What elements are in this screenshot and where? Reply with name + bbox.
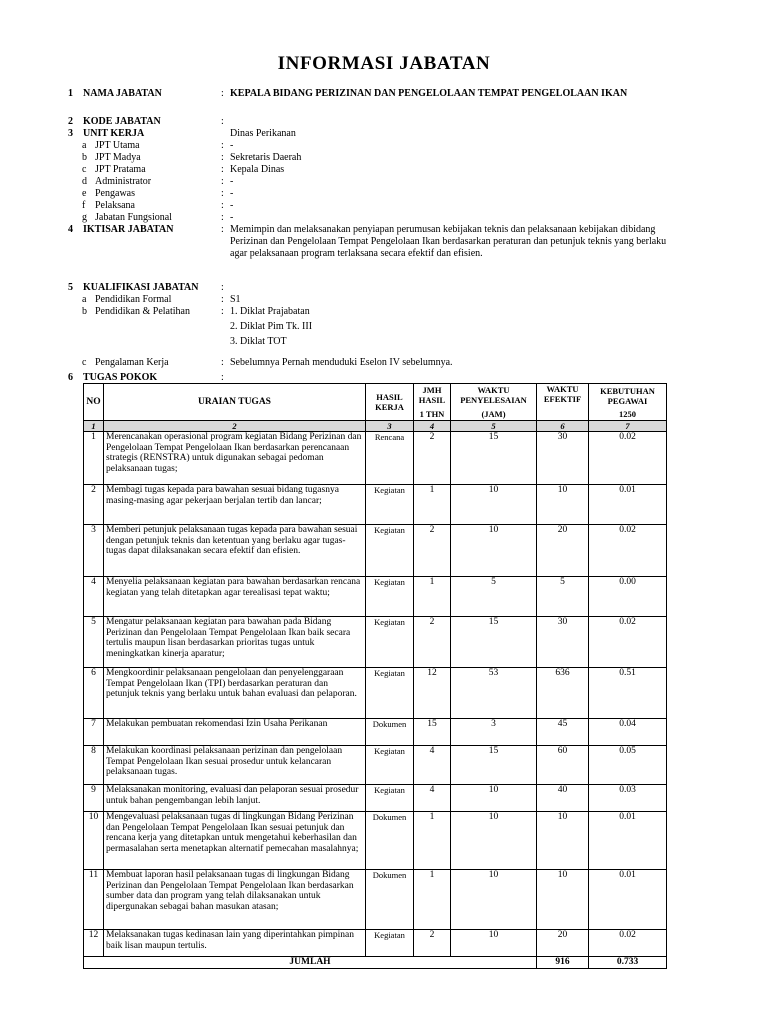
unit-kerja-sub-row <box>68 152 688 164</box>
cell-waktu-efektif: 636 <box>537 668 589 719</box>
cell-jmh-hasil: 12 <box>414 668 451 719</box>
cell-no: 8 <box>84 746 104 785</box>
table-row <box>84 577 667 617</box>
colon: : <box>221 357 224 368</box>
pengalaman-value: Sebelumnya Pernah menduduki Eselon IV sebelumnya. <box>230 357 453 368</box>
colon: : <box>221 116 224 127</box>
cell-waktu-efektif: 45 <box>537 719 589 746</box>
header-jmh-label: JMH HASIL <box>418 385 446 405</box>
column-index: 1 <box>84 421 104 432</box>
header-no: NO <box>84 384 104 421</box>
header-waktu-sub: (JAM) <box>481 409 506 419</box>
cell-jmh-hasil: 1 <box>414 870 451 930</box>
header-kebutuhan-sub: 1250 <box>619 408 636 419</box>
unit-kerja-sub-row <box>68 140 688 152</box>
cell-uraian: Mengatur pelaksanaan kegiatan para bawahan pada Bidang Perizinan dan Pengelolaan Tempat Pengelolaan Ikan baik secara tertulis maupun lisan berdasarkan prioritas tugas untuk meningkatkan kinerja aparatur; <box>104 617 366 668</box>
sub-letter: b <box>82 152 87 163</box>
cell-waktu-penyelesaian: 15 <box>451 746 537 785</box>
cell-waktu-penyelesaian: 5 <box>451 577 537 617</box>
header-waktu-label: WAKTU PENYELESAIAN <box>460 385 527 405</box>
colon: : <box>221 282 224 293</box>
pendidikan-formal-label: Pendidikan Formal <box>95 294 172 305</box>
colon: : <box>221 372 224 383</box>
table-row <box>84 432 667 485</box>
cell-kebutuhan-pegawai: 0.01 <box>589 812 667 870</box>
sub-letter: g <box>82 212 87 223</box>
tugas-table-body <box>84 432 667 957</box>
cell-hasil-kerja: Kegiatan <box>366 617 414 668</box>
cell-waktu-penyelesaian: 10 <box>451 785 537 812</box>
item-number: 2 <box>68 116 73 127</box>
cell-no: 9 <box>84 785 104 812</box>
cell-hasil-kerja: Dokumen <box>366 719 414 746</box>
cell-jmh-hasil: 2 <box>414 432 451 485</box>
cell-jmh-hasil: 2 <box>414 930 451 957</box>
cell-uraian: Melakukan koordinasi pelaksanaan perizinan dan pengelolaan Tempat Pengelolaan Ikan sesuai prosedur untuk kelancaran pelaksanaan tugas. <box>104 746 366 785</box>
cell-jmh-hasil: 1 <box>414 812 451 870</box>
pelatihan-list <box>230 306 688 348</box>
colon: : <box>221 306 224 317</box>
cell-no: 1 <box>84 432 104 485</box>
item-number: 3 <box>68 128 73 139</box>
pendidikan-formal-value: S1 <box>230 294 241 305</box>
cell-hasil-kerja: Kegiatan <box>366 577 414 617</box>
cell-kebutuhan-pegawai: 0.01 <box>589 870 667 930</box>
kode-jabatan-label: KODE JABATAN <box>83 116 161 127</box>
cell-no: 4 <box>84 577 104 617</box>
sub-letter: c <box>82 357 87 368</box>
sub-letter: a <box>82 294 87 305</box>
header-jmh-sub: 1 THN <box>419 409 445 419</box>
iktisar-row <box>68 224 688 272</box>
table-row <box>84 485 667 525</box>
cell-uraian: Mengkoordinir pelaksanaan pengelolaan dan penyelenggaraan Tempat Pengelolaan Ikan (TPI) berdasarkan peraturan dan petunjuk teknis yang berlaku untuk bahan evaluasi dan pelaporan. <box>104 668 366 719</box>
cell-kebutuhan-pegawai: 0.51 <box>589 668 667 719</box>
cell-jmh-hasil: 15 <box>414 719 451 746</box>
column-index: 5 <box>451 421 537 432</box>
table-row <box>84 746 667 785</box>
tugas-pokok-label: TUGAS POKOK <box>83 372 158 383</box>
unit-kerja-row <box>68 128 688 140</box>
cell-hasil-kerja: Rencana <box>366 432 414 485</box>
cell-uraian: Membuat laporan hasil pelaksanaan tugas di lingkungan Bidang Perizinan dan Pengelolaan Tempat Pengelolaan Ikan berdasarkan sumber data dan program yang telah dilaksanakan untuk dipergunakan sebagai bahan masukan atasan; <box>104 870 366 930</box>
table-row <box>84 525 667 577</box>
cell-waktu-efektif: 30 <box>537 432 589 485</box>
cell-waktu-penyelesaian: 10 <box>451 485 537 525</box>
unit-sub-label: JPT Pratama <box>95 164 146 175</box>
cell-waktu-efektif: 10 <box>537 870 589 930</box>
cell-uraian: Menyelia pelaksanaan kegiatan para bawahan berdasarkan rencana kegiatan yang telah ditetapkan agar terealisasi tepat waktu; <box>104 577 366 617</box>
item-number: 5 <box>68 282 73 293</box>
cell-kebutuhan-pegawai: 0.00 <box>589 577 667 617</box>
cell-waktu-efektif: 20 <box>537 525 589 577</box>
header-hasil: HASIL KERJA <box>366 384 414 421</box>
unit-kerja-sub-row <box>68 212 688 224</box>
cell-jmh-hasil: 2 <box>414 617 451 668</box>
cell-kebutuhan-pegawai: 0.04 <box>589 719 667 746</box>
column-index: 3 <box>366 421 414 432</box>
unit-kerja-sub-row <box>68 176 688 188</box>
cell-kebutuhan-pegawai: 0.02 <box>589 617 667 668</box>
kualifikasi-label: KUALIFIKASI JABATAN <box>83 282 199 293</box>
colon: : <box>221 176 224 187</box>
cell-no: 5 <box>84 617 104 668</box>
cell-waktu-penyelesaian: 15 <box>451 432 537 485</box>
colon: : <box>221 188 224 199</box>
cell-jmh-hasil: 4 <box>414 785 451 812</box>
cell-no: 3 <box>84 525 104 577</box>
cell-waktu-efektif: 5 <box>537 577 589 617</box>
unit-sub-label: Pengawas <box>95 188 135 199</box>
cell-waktu-penyelesaian: 10 <box>451 930 537 957</box>
cell-uraian: Membagi tugas kepada para bawahan sesuai bidang tugasnya masing-masing agar pekerjaan berjalan tertib dan lancar; <box>104 485 366 525</box>
cell-hasil-kerja: Kegiatan <box>366 746 414 785</box>
cell-hasil-kerja: Dokumen <box>366 812 414 870</box>
cell-waktu-efektif: 60 <box>537 746 589 785</box>
cell-uraian: Melakukan pembuatan rekomendasi Izin Usaha Perikanan <box>104 719 366 746</box>
cell-waktu-efektif: 10 <box>537 485 589 525</box>
cell-kebutuhan-pegawai: 0.02 <box>589 525 667 577</box>
pelatihan-item: 1. Diklat Prajabatan <box>230 306 310 317</box>
pelatihan-item: 2. Diklat Pim Tk. III <box>230 321 313 332</box>
page-title: INFORMASI JABATAN <box>277 53 491 74</box>
table-row <box>84 668 667 719</box>
unit-sub-label: Administrator <box>95 176 152 187</box>
cell-kebutuhan-pegawai: 0.02 <box>589 432 667 485</box>
column-index: 6 <box>537 421 589 432</box>
sub-letter: b <box>82 306 87 317</box>
unit-sub-value: Kepala Dinas <box>230 164 285 175</box>
pelatihan-row <box>68 306 688 348</box>
header-kebutuhan <box>589 384 667 421</box>
total-kebutuhan: 0.733 <box>589 957 667 969</box>
cell-kebutuhan-pegawai: 0.01 <box>589 485 667 525</box>
colon: : <box>221 88 224 99</box>
cell-waktu-penyelesaian: 10 <box>451 870 537 930</box>
cell-waktu-penyelesaian: 3 <box>451 719 537 746</box>
colon: : <box>221 212 224 223</box>
unit-kerja-sublist <box>68 140 688 224</box>
unit-kerja-label: UNIT KERJA <box>83 128 145 139</box>
cell-waktu-efektif: 10 <box>537 812 589 870</box>
unit-sub-value: - <box>230 176 234 187</box>
unit-sub-label: Jabatan Fungsional <box>95 212 172 223</box>
colon: : <box>221 152 224 163</box>
unit-sub-label: JPT Madya <box>95 152 141 163</box>
cell-kebutuhan-pegawai: 0.03 <box>589 785 667 812</box>
cell-no: 6 <box>84 668 104 719</box>
unit-sub-label: JPT Utama <box>95 140 140 151</box>
colon: : <box>221 200 224 211</box>
unit-kerja-value: Dinas Perikanan <box>230 128 296 139</box>
unit-sub-value: - <box>230 188 234 199</box>
table-row <box>84 870 667 930</box>
cell-no: 11 <box>84 870 104 930</box>
total-efektif: 916 <box>537 957 589 969</box>
item-number: 6 <box>68 372 73 383</box>
cell-hasil-kerja: Kegiatan <box>366 930 414 957</box>
unit-kerja-sub-row <box>68 200 688 212</box>
nama-jabatan-value: KEPALA BIDANG PERIZINAN DAN PENGELOLAAN TEMPAT PENGELOLAAN IKAN <box>230 88 628 99</box>
unit-sub-value: - <box>230 200 234 211</box>
table-row <box>84 785 667 812</box>
colon: : <box>221 294 224 305</box>
cell-uraian: Melaksanakan tugas kedinasan lain yang diperintahkan pimpinan baik lisan maupun tertulis. <box>104 930 366 957</box>
cell-hasil-kerja: Dokumen <box>366 870 414 930</box>
cell-waktu-efektif: 40 <box>537 785 589 812</box>
colon: : <box>221 224 224 235</box>
cell-hasil-kerja: Kegiatan <box>366 525 414 577</box>
column-index-row <box>84 421 667 432</box>
cell-uraian: Memberi petunjuk pelaksanaan tugas kepada para bawahan sesuai dengan petunjuk teknis dan ketentuan yang berlaku agar tugas-tugas dapat dilaksanakan secara efektif dan efisien. <box>104 525 366 577</box>
cell-waktu-penyelesaian: 53 <box>451 668 537 719</box>
tugas-table <box>83 383 667 969</box>
cell-hasil-kerja: Kegiatan <box>366 785 414 812</box>
cell-waktu-efektif: 20 <box>537 930 589 957</box>
iktisar-value: Memimpin dan melaksanakan penyiapan perumusan kebijakan teknis dan pelaksanaan kebijakan dibidang Perizinan dan Pengelolaan Tempat Pengelolaan Ikan berdasarkan peraturan dan petunjuk teknis yang berlaku agar pelaksanaan program terlaksana secara efektif dan efisien. <box>230 224 667 259</box>
column-index: 4 <box>414 421 451 432</box>
header-jmh <box>414 384 451 421</box>
unit-sub-label: Pelaksana <box>95 200 135 211</box>
iktisar-label: IKTISAR JABATAN <box>83 224 174 235</box>
job-info-section <box>68 88 688 384</box>
unit-sub-value: - <box>230 212 234 223</box>
column-index: 2 <box>104 421 366 432</box>
unit-kerja-sub-row <box>68 188 688 200</box>
table-row <box>84 812 667 870</box>
sub-letter: e <box>82 188 87 199</box>
sub-letter: c <box>82 164 87 175</box>
cell-waktu-efektif: 30 <box>537 617 589 668</box>
pelatihan-label: Pendidikan & Pelatihan <box>95 306 190 317</box>
header-waktu <box>451 384 537 421</box>
unit-sub-value: - <box>230 140 234 151</box>
colon: : <box>221 140 224 151</box>
colon: : <box>221 164 224 175</box>
item-number: 1 <box>68 88 73 99</box>
table-row <box>84 719 667 746</box>
total-row <box>84 957 667 969</box>
sub-letter: a <box>82 140 87 151</box>
header-efektif: WAKTU EFEKTIF <box>537 384 589 421</box>
cell-no: 12 <box>84 930 104 957</box>
unit-kerja-sub-row <box>68 164 688 176</box>
sub-letter: d <box>82 176 87 187</box>
header-uraian: URAIAN TUGAS <box>104 384 366 421</box>
cell-waktu-penyelesaian: 10 <box>451 525 537 577</box>
cell-kebutuhan-pegawai: 0.02 <box>589 930 667 957</box>
cell-waktu-penyelesaian: 15 <box>451 617 537 668</box>
sub-letter: f <box>82 200 86 211</box>
nama-jabatan-row <box>68 88 688 112</box>
cell-uraian: Merencanakan operasional program kegiatan Bidang Perizinan dan Pengelolaan Tempat Pengelolaan Ikan berdasarkan perencanaan strategis (RENSTRA) untuk digunakan sebagai pedoman pelaksanaan tugas; <box>104 432 366 485</box>
cell-uraian: Mengevaluasi pelaksanaan tugas di lingkungan Bidang Perizinan dan Pengelolaan Tempat Pengelolaan Ikan sesuai petunjuk dan rencana kerja yang ditetapkan untuk mengetahui keberhasilan dan permasalahan serta menetapkan alternatif pemecahan masalahnya; <box>104 812 366 870</box>
kualifikasi-row <box>68 282 688 294</box>
table-row <box>84 617 667 668</box>
table-row <box>84 930 667 957</box>
pelatihan-item: 3. Diklat TOT <box>230 336 287 347</box>
cell-jmh-hasil: 2 <box>414 525 451 577</box>
unit-sub-value: Sekretaris Daerah <box>230 152 302 163</box>
cell-hasil-kerja: Kegiatan <box>366 485 414 525</box>
nama-jabatan-label: NAMA JABATAN <box>83 88 162 99</box>
kode-jabatan-row <box>68 116 688 128</box>
cell-jmh-hasil: 1 <box>414 485 451 525</box>
cell-jmh-hasil: 1 <box>414 577 451 617</box>
table-header-row <box>84 384 667 421</box>
header-kebutuhan-label: KEBUTUHAN PEGAWAI <box>600 385 655 406</box>
pengalaman-row <box>68 357 688 369</box>
cell-no: 7 <box>84 719 104 746</box>
pendidikan-formal-row <box>68 294 688 306</box>
total-label: JUMLAH <box>84 957 537 969</box>
cell-hasil-kerja: Kegiatan <box>366 668 414 719</box>
cell-no: 10 <box>84 812 104 870</box>
cell-no: 2 <box>84 485 104 525</box>
cell-kebutuhan-pegawai: 0.05 <box>589 746 667 785</box>
column-index: 7 <box>589 421 667 432</box>
pengalaman-label: Pengalaman Kerja <box>95 357 169 368</box>
cell-jmh-hasil: 4 <box>414 746 451 785</box>
item-number: 4 <box>68 224 73 235</box>
cell-waktu-penyelesaian: 10 <box>451 812 537 870</box>
cell-uraian: Melaksanakan monitoring, evaluasi dan pelaporan sesuai prosedur untuk bahan pengembangan lebih lanjut. <box>104 785 366 812</box>
